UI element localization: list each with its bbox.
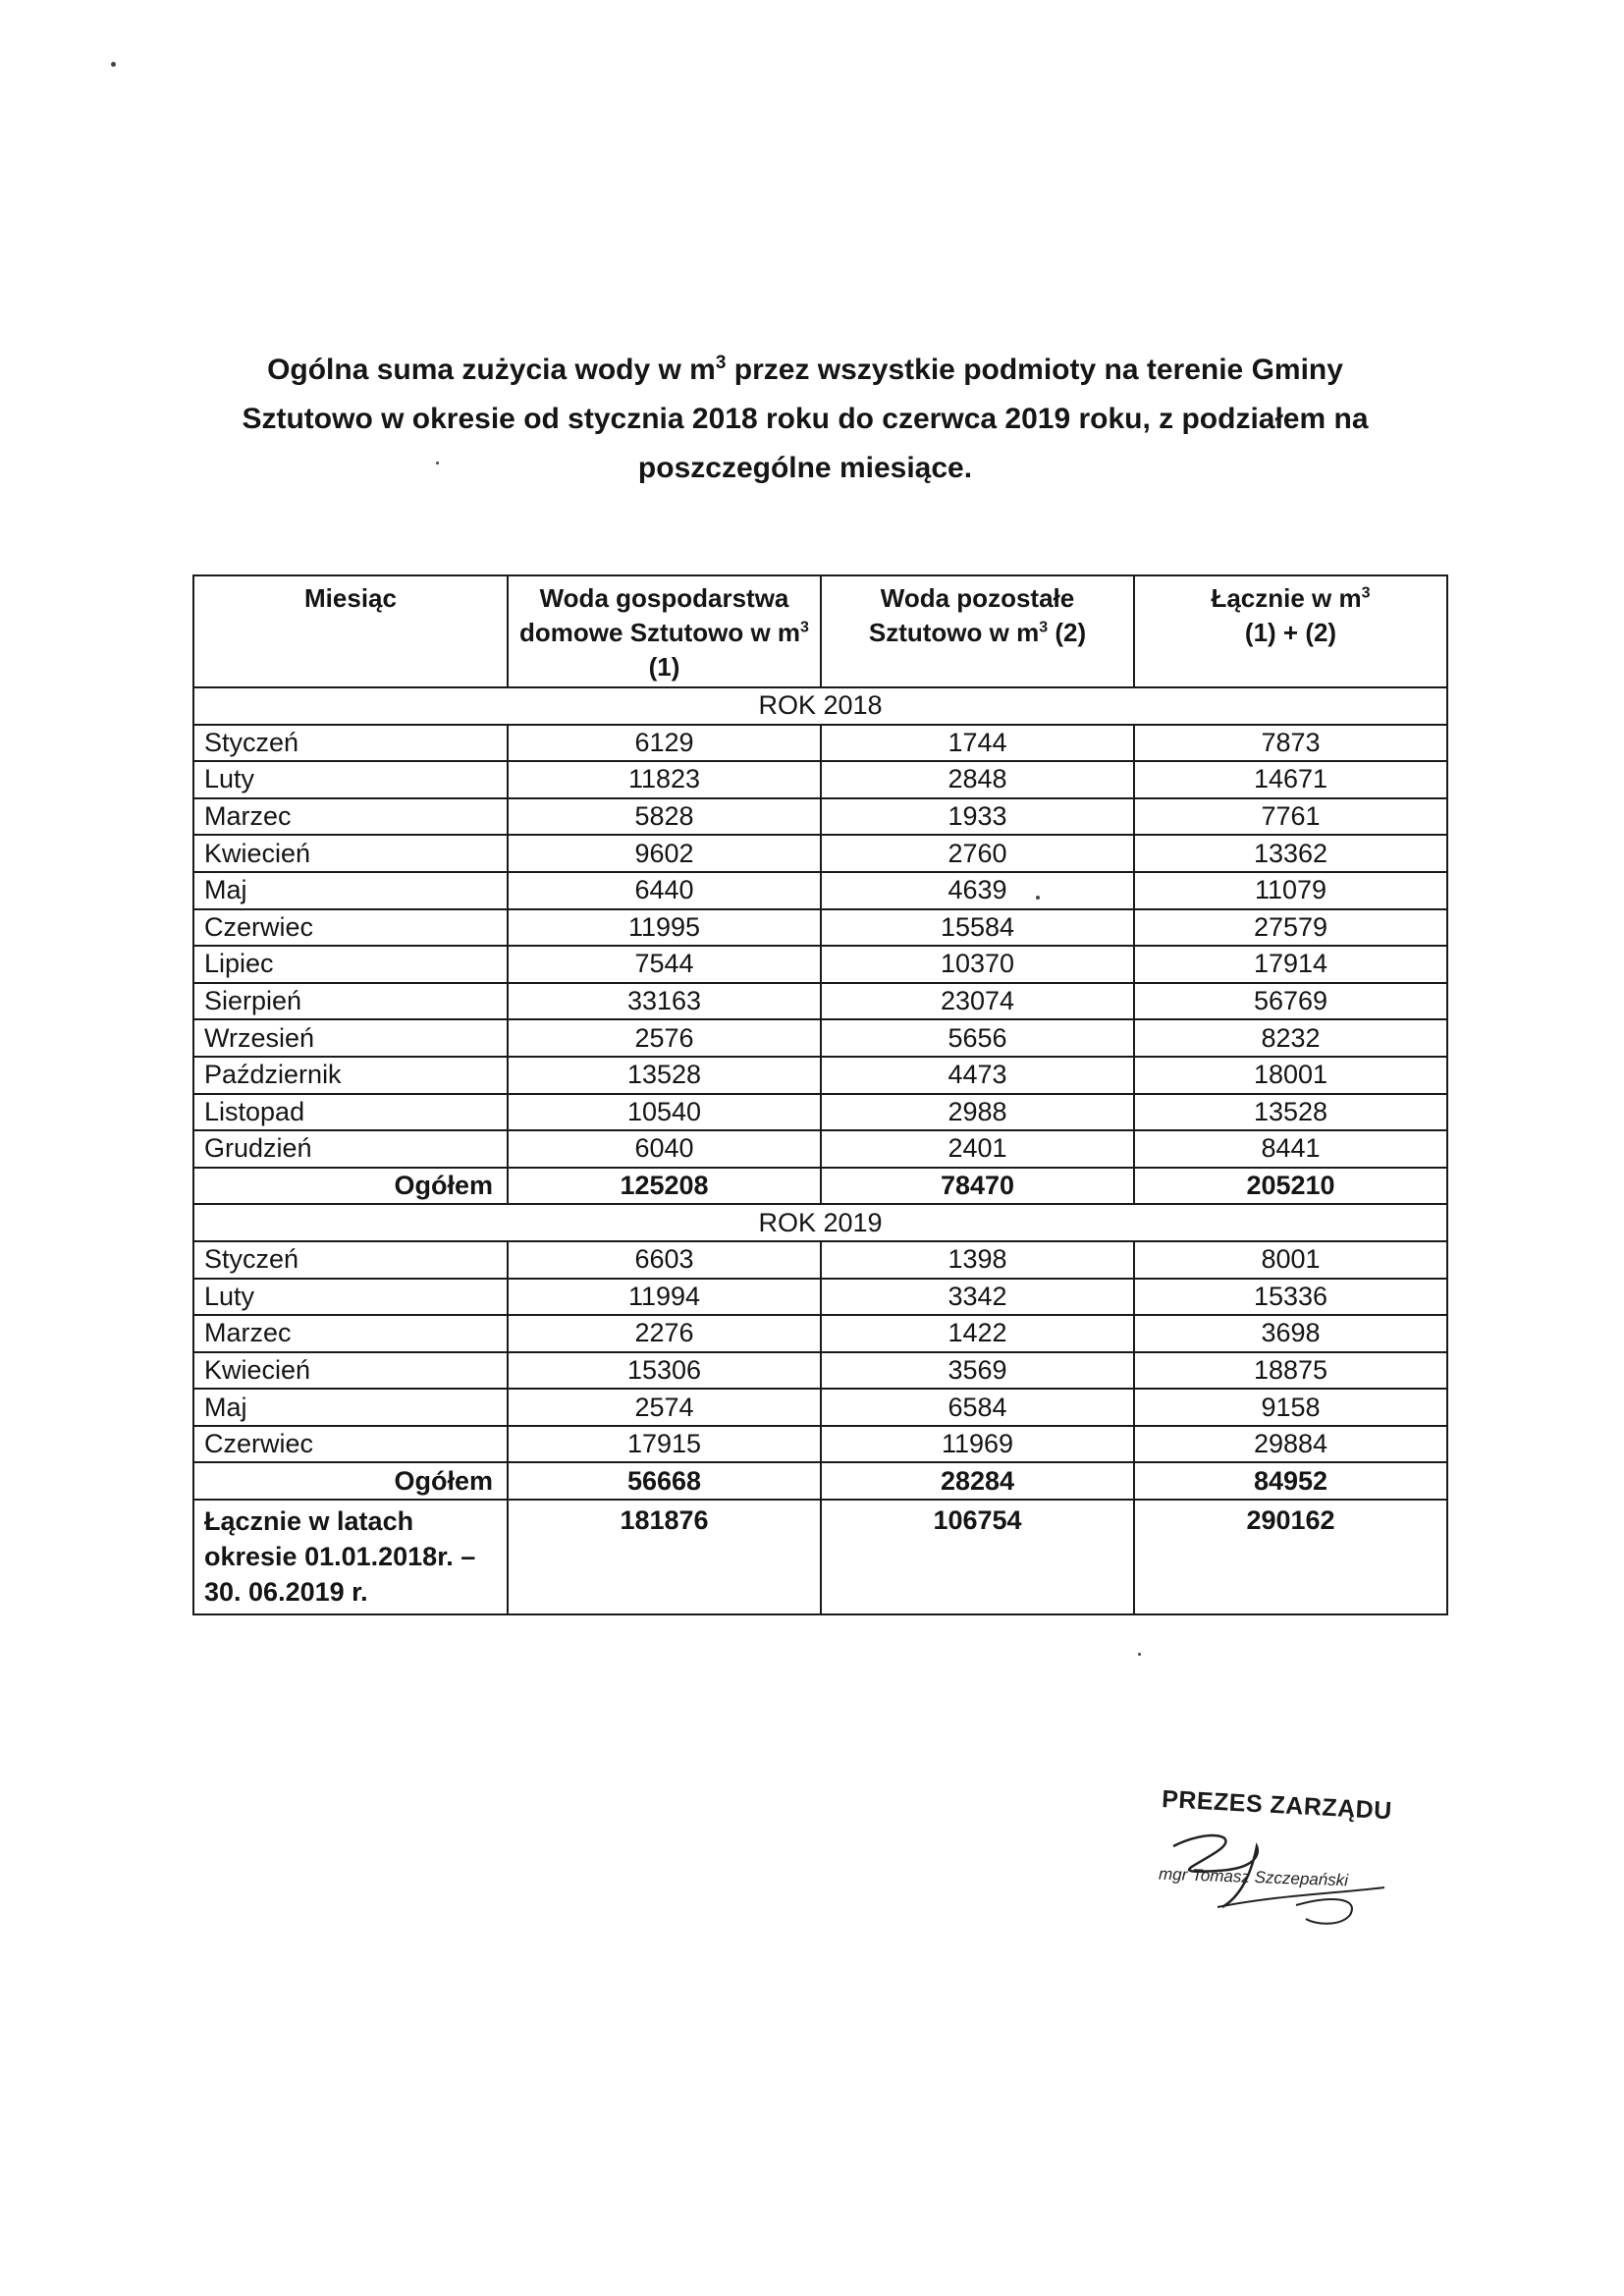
other-cell: 3569 xyxy=(821,1352,1134,1390)
month-cell: Maj xyxy=(193,1389,508,1426)
scan-speck xyxy=(111,62,116,67)
month-cell: Grudzień xyxy=(193,1130,508,1168)
table-row xyxy=(193,1315,1447,1352)
year-row xyxy=(193,687,1447,725)
total-cell: 7873 xyxy=(1134,725,1447,762)
document-title xyxy=(147,346,1463,493)
table-row xyxy=(193,1057,1447,1094)
month-cell: Styczeń xyxy=(193,1241,508,1279)
table-row xyxy=(193,1241,1447,1279)
total-cell: 7761 xyxy=(1134,798,1447,836)
table-row xyxy=(193,798,1447,836)
total-cell: 3698 xyxy=(1134,1315,1447,1352)
total-cell: 8001 xyxy=(1134,1241,1447,1279)
other-cell: 3342 xyxy=(821,1279,1134,1316)
other-cell: 10370 xyxy=(821,946,1134,983)
other-cell: 4473 xyxy=(821,1057,1134,1094)
household-cell: 6440 xyxy=(508,872,821,909)
household-cell: 5828 xyxy=(508,798,821,836)
grand-total-label-line: Łącznie w latach xyxy=(204,1506,414,1537)
total-cell: 56769 xyxy=(1134,983,1447,1020)
table-row xyxy=(193,1019,1447,1057)
total-cell: 11079 xyxy=(1134,872,1447,909)
table-row xyxy=(193,761,1447,798)
month-cell: Sierpień xyxy=(193,983,508,1020)
table-header-row xyxy=(193,575,1447,687)
household-cell: 7544 xyxy=(508,946,821,983)
month-cell: Marzec xyxy=(193,1315,508,1352)
other-cell: 11969 xyxy=(821,1426,1134,1463)
total-cell: 18875 xyxy=(1134,1352,1447,1390)
month-cell: Luty xyxy=(193,761,508,798)
total-cell: 18001 xyxy=(1134,1057,1447,1094)
subtotal-total: 84952 xyxy=(1134,1462,1447,1500)
month-cell: Maj xyxy=(193,872,508,909)
other-cell: 15584 xyxy=(821,909,1134,947)
total-cell: 8441 xyxy=(1134,1130,1447,1168)
month-cell: Czerwiec xyxy=(193,909,508,947)
month-cell: Styczeń xyxy=(193,725,508,762)
other-cell: 1933 xyxy=(821,798,1134,836)
table-row xyxy=(193,725,1447,762)
title-line-2: Sztutowo w okresie od stycznia 2018 roku do czerwca 2019 roku, z podziałem na xyxy=(242,403,1369,435)
month-cell: Październik xyxy=(193,1057,508,1094)
table-row xyxy=(193,1130,1447,1168)
household-cell: 13528 xyxy=(508,1057,821,1094)
subtotal-total: 205210 xyxy=(1134,1168,1447,1205)
other-cell: 2760 xyxy=(821,835,1134,872)
other-cell: 1744 xyxy=(821,725,1134,762)
total-cell: 29884 xyxy=(1134,1426,1447,1463)
other-cell: 1398 xyxy=(821,1241,1134,1279)
household-cell: 33163 xyxy=(508,983,821,1020)
subtotal-other: 28284 xyxy=(821,1462,1134,1500)
month-cell: Czerwiec xyxy=(193,1426,508,1463)
grand-total-label xyxy=(193,1500,508,1614)
header-other: Woda pozostałe Sztutowo w $m^3$ (2) xyxy=(821,575,1134,687)
subtotal-row xyxy=(193,1168,1447,1205)
month-cell: Luty xyxy=(193,1279,508,1316)
total-cell: 15336 xyxy=(1134,1279,1447,1316)
year-row xyxy=(193,1204,1447,1241)
household-cell: 2576 xyxy=(508,1019,821,1057)
other-cell: 5656 xyxy=(821,1019,1134,1057)
header-household: Woda gospodarstwa domowe Sztutowo w $m^3$ (1) xyxy=(508,575,821,687)
month-cell: Wrzesień xyxy=(193,1019,508,1057)
household-cell: 6040 xyxy=(508,1130,821,1168)
title-line-1: Ogólna suma zużycia wody w $m^3$ przez wszystkie podmioty na terenie Gminy xyxy=(267,353,1343,386)
header-total: Łącznie w $m^3$ (1) + (2) xyxy=(1134,575,1447,687)
household-cell: 11994 xyxy=(508,1279,821,1316)
grand-total-other: 106754 xyxy=(821,1500,1134,1614)
year-label: ROK 2019 xyxy=(193,1204,1447,1241)
header-month: Miesiąc xyxy=(193,575,508,687)
table-row xyxy=(193,983,1447,1020)
table-row xyxy=(193,1389,1447,1426)
other-cell: 2401 xyxy=(821,1130,1134,1168)
household-cell: 9602 xyxy=(508,835,821,872)
subtotal-household: 125208 xyxy=(508,1168,821,1205)
month-cell: Listopad xyxy=(193,1094,508,1131)
other-cell: 1422 xyxy=(821,1315,1134,1352)
household-cell: 2574 xyxy=(508,1389,821,1426)
total-cell: 27579 xyxy=(1134,909,1447,947)
month-cell: Lipiec xyxy=(193,946,508,983)
subtotal-household: 56668 xyxy=(508,1462,821,1500)
grand-total-total: 290162 xyxy=(1134,1500,1447,1614)
household-cell: 11995 xyxy=(508,909,821,947)
total-cell: 13528 xyxy=(1134,1094,1447,1131)
household-cell: 15306 xyxy=(508,1352,821,1390)
grand-total-household: 181876 xyxy=(508,1500,821,1614)
month-cell: Kwiecień xyxy=(193,1352,508,1390)
subtotal-other: 78470 xyxy=(821,1168,1134,1205)
table-row xyxy=(193,872,1447,909)
total-cell: 13362 xyxy=(1134,835,1447,872)
other-cell: 6584 xyxy=(821,1389,1134,1426)
total-cell: 9158 xyxy=(1134,1389,1447,1426)
year-label: ROK 2018 xyxy=(193,687,1447,725)
month-cell: Kwiecień xyxy=(193,835,508,872)
table-row xyxy=(193,909,1447,947)
table-row xyxy=(193,1426,1447,1463)
table-row xyxy=(193,946,1447,983)
other-cell: 2988 xyxy=(821,1094,1134,1131)
total-cell: 8232 xyxy=(1134,1019,1447,1057)
household-cell: 2276 xyxy=(508,1315,821,1352)
household-cell: 11823 xyxy=(508,761,821,798)
other-cell: 23074 xyxy=(821,983,1134,1020)
signature-block xyxy=(1149,1777,1443,1944)
table-row xyxy=(193,1094,1447,1131)
subtotal-label: Ogółem xyxy=(193,1462,508,1500)
total-cell: 14671 xyxy=(1134,761,1447,798)
grand-total-label-line: 30. 06.2019 r. xyxy=(204,1577,368,1608)
household-cell: 10540 xyxy=(508,1094,821,1131)
other-cell: 2848 xyxy=(821,761,1134,798)
other-cell: 4639 xyxy=(821,872,1134,909)
total-cell: 17914 xyxy=(1134,946,1447,983)
signature-name: mgr Tomasz Szczepański xyxy=(1158,1864,1349,1890)
household-cell: 6129 xyxy=(508,725,821,762)
grand-total-label-line: okresie 01.01.2018r. – xyxy=(204,1542,476,1572)
month-cell: Marzec xyxy=(193,798,508,836)
signature-title: PREZES ZARZĄDU xyxy=(1161,1785,1393,1826)
scan-speck xyxy=(1138,1653,1141,1656)
subtotal-label: Ogółem xyxy=(193,1168,508,1205)
household-cell: 17915 xyxy=(508,1426,821,1463)
table-row xyxy=(193,835,1447,872)
grand-total-row xyxy=(193,1500,1447,1614)
household-cell: 6603 xyxy=(508,1241,821,1279)
table-row xyxy=(193,1352,1447,1390)
water-usage-table xyxy=(192,574,1448,1615)
title-line-3: poszczególne miesiące. xyxy=(637,452,973,484)
subtotal-row xyxy=(193,1462,1447,1500)
table-row xyxy=(193,1279,1447,1316)
